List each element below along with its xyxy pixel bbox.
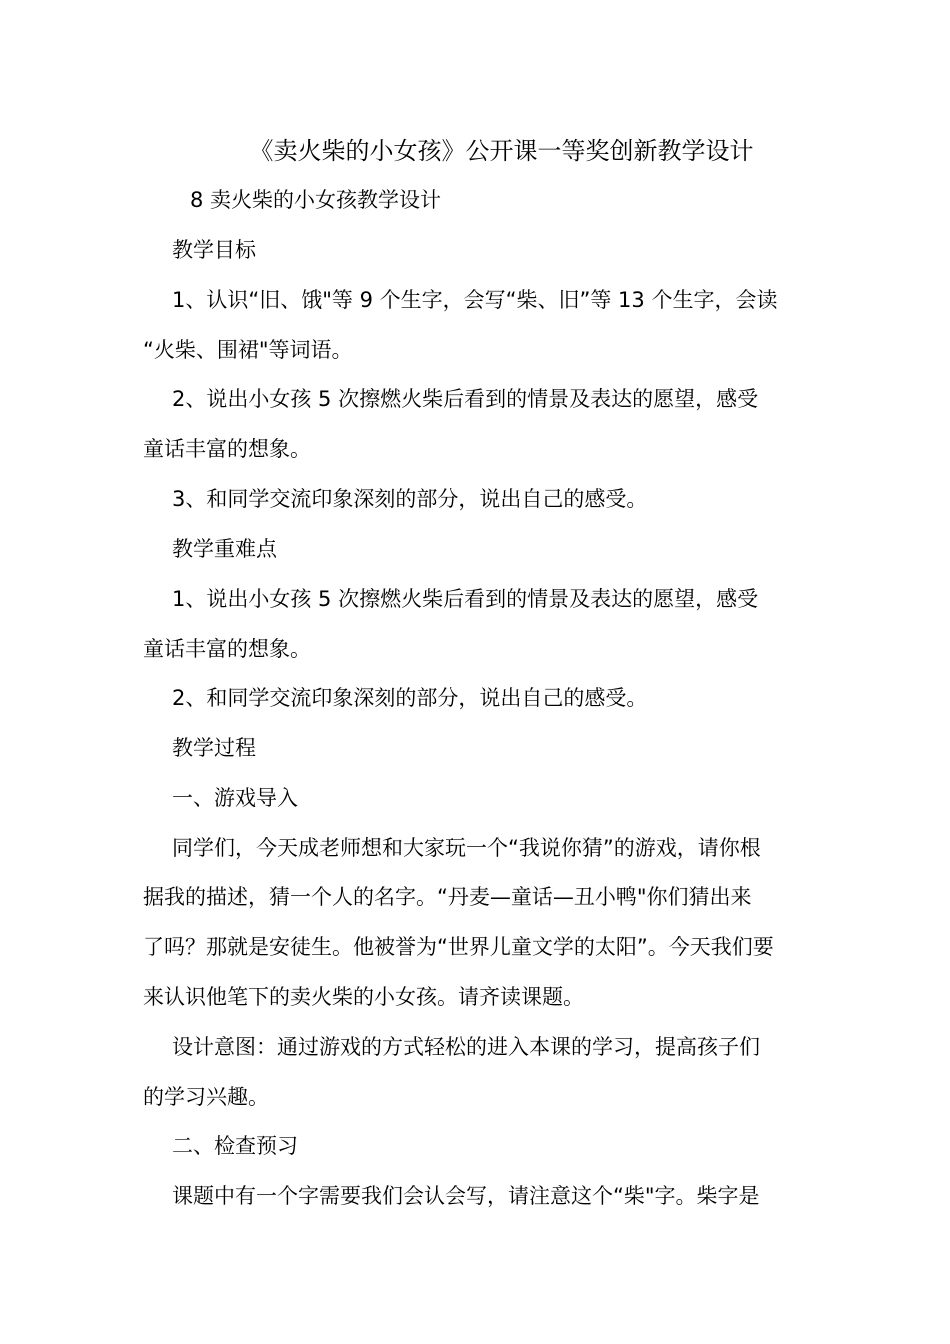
- paragraph-line: 2、说出小女孩 5 次擦燃火柴后看到的情景及表达的愿望，感受: [172, 387, 759, 411]
- paragraph-line: “火柴、围裙"等词语。: [143, 338, 353, 362]
- paragraph-line: 来认识他笔下的卖火柴的小女孩。请齐读课题。: [143, 985, 584, 1009]
- document-title: 《卖火柴的小女孩》公开课一等奖创新教学设计: [249, 137, 754, 165]
- section-heading-objectives: 教学目标: [172, 238, 256, 262]
- paragraph-line: 的学习兴趣。: [143, 1085, 269, 1109]
- paragraph-line: 据我的描述，猜一个人的名字。“丹麦—童话—丑小鸭"你们猜出来: [143, 885, 752, 909]
- document-subtitle: 8 卖火柴的小女孩教学设计: [190, 188, 442, 212]
- section-heading-key-points: 教学重难点: [172, 537, 277, 561]
- section-heading-preview: 二、检查预习: [172, 1134, 298, 1158]
- paragraph-line: 课题中有一个字需要我们会认会写，请注意这个“柴"字。柴字是: [172, 1184, 760, 1208]
- paragraph-line: 同学们，今天成老师想和大家玩一个“我说你猜”的游戏，请你根: [172, 836, 761, 860]
- paragraph-line: 了吗？那就是安徒生。他被誉为“世界儿童文学的太阳”。今天我们要: [143, 935, 774, 959]
- paragraph-line: 童话丰富的想象。: [143, 637, 311, 661]
- section-heading-game-intro: 一、游戏导入: [172, 786, 298, 810]
- paragraph-line: 设计意图：通过游戏的方式轻松的进入本课的学习，提高孩子们: [172, 1035, 760, 1059]
- paragraph-line: 童话丰富的想象。: [143, 437, 311, 461]
- paragraph-line: 1、说出小女孩 5 次擦燃火柴后看到的情景及表达的愿望，感受: [172, 587, 759, 611]
- section-heading-process: 教学过程: [172, 736, 256, 760]
- paragraph-line: 2、和同学交流印象深刻的部分，说出自己的感受。: [172, 686, 648, 710]
- paragraph-line: 3、和同学交流印象深刻的部分，说出自己的感受。: [172, 487, 648, 511]
- paragraph-line: 1、认识“旧、饿"等 9 个生字，会写“柴、旧”等 13 个生字，会读: [172, 288, 778, 312]
